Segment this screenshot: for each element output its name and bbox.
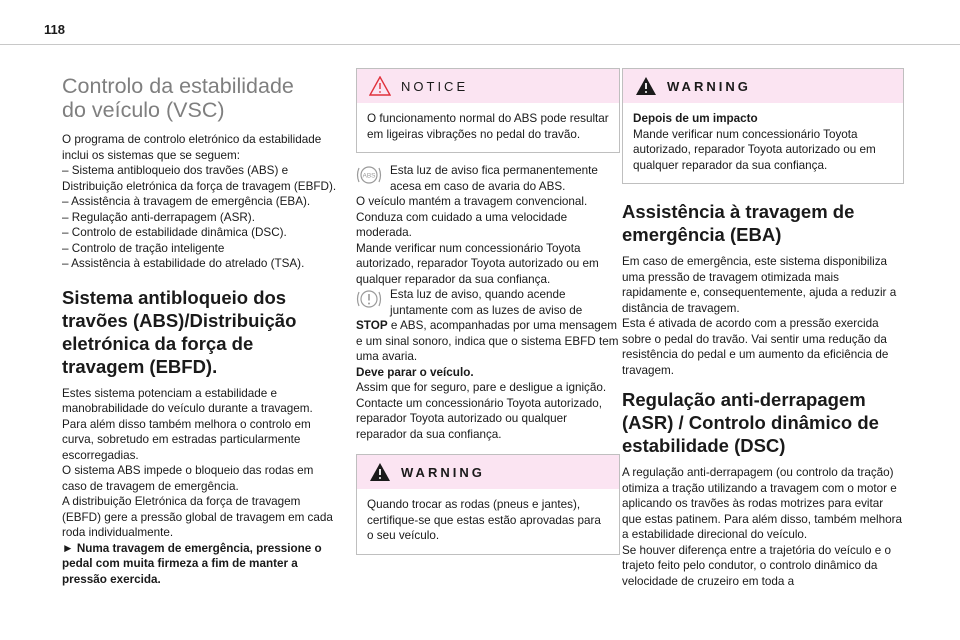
notice-header [357, 69, 619, 103]
column-eba-asr [622, 68, 904, 589]
svg-text:ABS: ABS [362, 172, 376, 180]
column-abs-warnings [356, 68, 620, 565]
brake-lamp-entry [356, 287, 620, 318]
vsc-intro: O programa de controlo eletrónico da estabilidade inclui os sistemas que se seguem: [62, 133, 322, 162]
warning-text: Quando trocar as rodas (pneus e jantes), certifique-se que estas estão aprovadas para o seu veículo. [367, 498, 601, 542]
must-stop-heading: Deve parar o veículo. [356, 365, 474, 379]
list-item: – Controlo de tração inteligente [62, 241, 225, 255]
warning-header [623, 69, 903, 103]
eba-paragraph: Em caso de emergência, este sistema disponibiliza uma pressão de travagem otimizada mais rapidamente e, consequentemente, ajuda a reduzir a distância de travagem. [622, 255, 897, 315]
list-item: – Regulação anti-derrapagem (ASR). [62, 210, 255, 224]
abs-instruction: ► Numa travagem de emergência, pressione o pedal com muita firmeza a fim de manter a pressão exercida. [62, 541, 322, 586]
page-title: Controlo da estabilidade do veículo (VSC) [62, 74, 294, 122]
header-divider [0, 44, 960, 45]
abs-lamp-paragraph: Mande verificar num concessionário Toyota autorizado, reparador Toyota autorizado ou em qualquer reparador da sua confiança. [356, 241, 599, 286]
asr-paragraph: A regulação anti-derrapagem (ou controlo da tração) otimiza a tração utilizando a travagem com o motor e aplicando os travões às rodas motrizes para evitar que estas patinem. Para além disso, também melhora a estabilidade direcional do veículo. [622, 466, 902, 541]
abs-lamp-text: Esta luz de aviso fica permanentemente acesa em caso de avaria do ABS. [390, 164, 598, 193]
notice-text: O funcionamento normal do ABS pode resultar em ligeiras vibrações no pedal do travão. [367, 112, 609, 141]
warning-box [356, 454, 620, 555]
list-item: – Assistência à travagem de emergência (EBA). [62, 195, 311, 208]
warning-text: Mande verificar num concessionário Toyota autorizado, reparador Toyota autorizado ou em qualquer reparador da sua confiança. [633, 127, 876, 172]
asr-section-title: Regulação anti-derrapagem (ASR) / Controlo dinâmico de estabilidade (DSC) [622, 389, 879, 456]
abs-paragraph: O sistema ABS impede o bloqueio das rodas em caso de travagem de emergência. [62, 464, 314, 493]
warning-title: Depois de um impacto [633, 112, 758, 125]
warning-content [623, 103, 903, 183]
notice-triangle-icon [369, 76, 391, 96]
eba-section-title: Assistência à travagem de emergência (EBA) [622, 201, 855, 245]
abs-lamp-paragraph: O veículo mantém a travagem convencional. Conduza com cuidado a uma velocidade moderada. [356, 195, 588, 239]
must-stop-text: Assim que for seguro, pare e desligue a ignição. Contacte um concessionário Toyota autorizado, reparador Toyota autorizado ou qualquer reparador da sua confiança. [356, 381, 607, 441]
abs-paragraph: Estes sistema potenciam a estabilidade e manobrabilidade do veículo durante a travagem. Para além disso também melhora o controlo em curva, sobretudo em estradas particularmente escorregadias. [62, 386, 313, 462]
abs-lamp-entry [356, 163, 620, 194]
warning-label: WARNING [401, 464, 485, 480]
eba-paragraph: Esta é ativada de acordo com a pressão exercida sobre o pedal do travão. Vai sentir uma redução da resistência do pedal e um aumento da eficiência de travagem. [622, 317, 889, 377]
warning-triangle-icon [635, 76, 657, 96]
list-item: – Assistência à estabilidade do atrelado (TSA). [62, 257, 305, 270]
notice-label: NOTICE [401, 78, 469, 94]
brake-lamp-text: Esta luz de aviso, quando acende juntamente com as luzes de aviso de [390, 288, 583, 317]
list-item: – Sistema antibloqueio dos travões (ABS) e Distribuição eletrónica da força de travagem (EBFD). [62, 164, 337, 193]
warning-label: WARNING [667, 78, 751, 94]
abs-warning-lamp-icon [356, 164, 382, 186]
warning-triangle-icon [369, 462, 391, 482]
notice-box [356, 68, 620, 153]
warning-box [622, 68, 904, 184]
page-number: 118 [44, 22, 65, 37]
column-vsc [62, 68, 340, 587]
systems-list [62, 163, 340, 272]
abs-paragraph: A distribuição Eletrónica da força de travagem (EBFD) gere a pressão global de travagem em cada roda individualmente. [62, 495, 333, 539]
brake-warning-lamp-icon [356, 288, 382, 310]
list-item: – Controlo de estabilidade dinâmica (DSC). [62, 226, 287, 239]
abs-section-title: Sistema antibloqueio dos travões (ABS)/Distribuição eletrónica da força de travagem (EBFD). [62, 286, 297, 377]
warning-header [357, 455, 619, 489]
brake-lamp-continuation: STOP e ABS, acompanhadas por uma mensagem e um sinal sonoro, indica que o sistema EBFD tem uma avaria. [356, 319, 619, 363]
asr-paragraph: Se houver diferença entre a trajetória do veículo e o trajeto feito pelo condutor, o controlo dinâmico da velocidade de cruzeiro em toda a [622, 543, 891, 588]
